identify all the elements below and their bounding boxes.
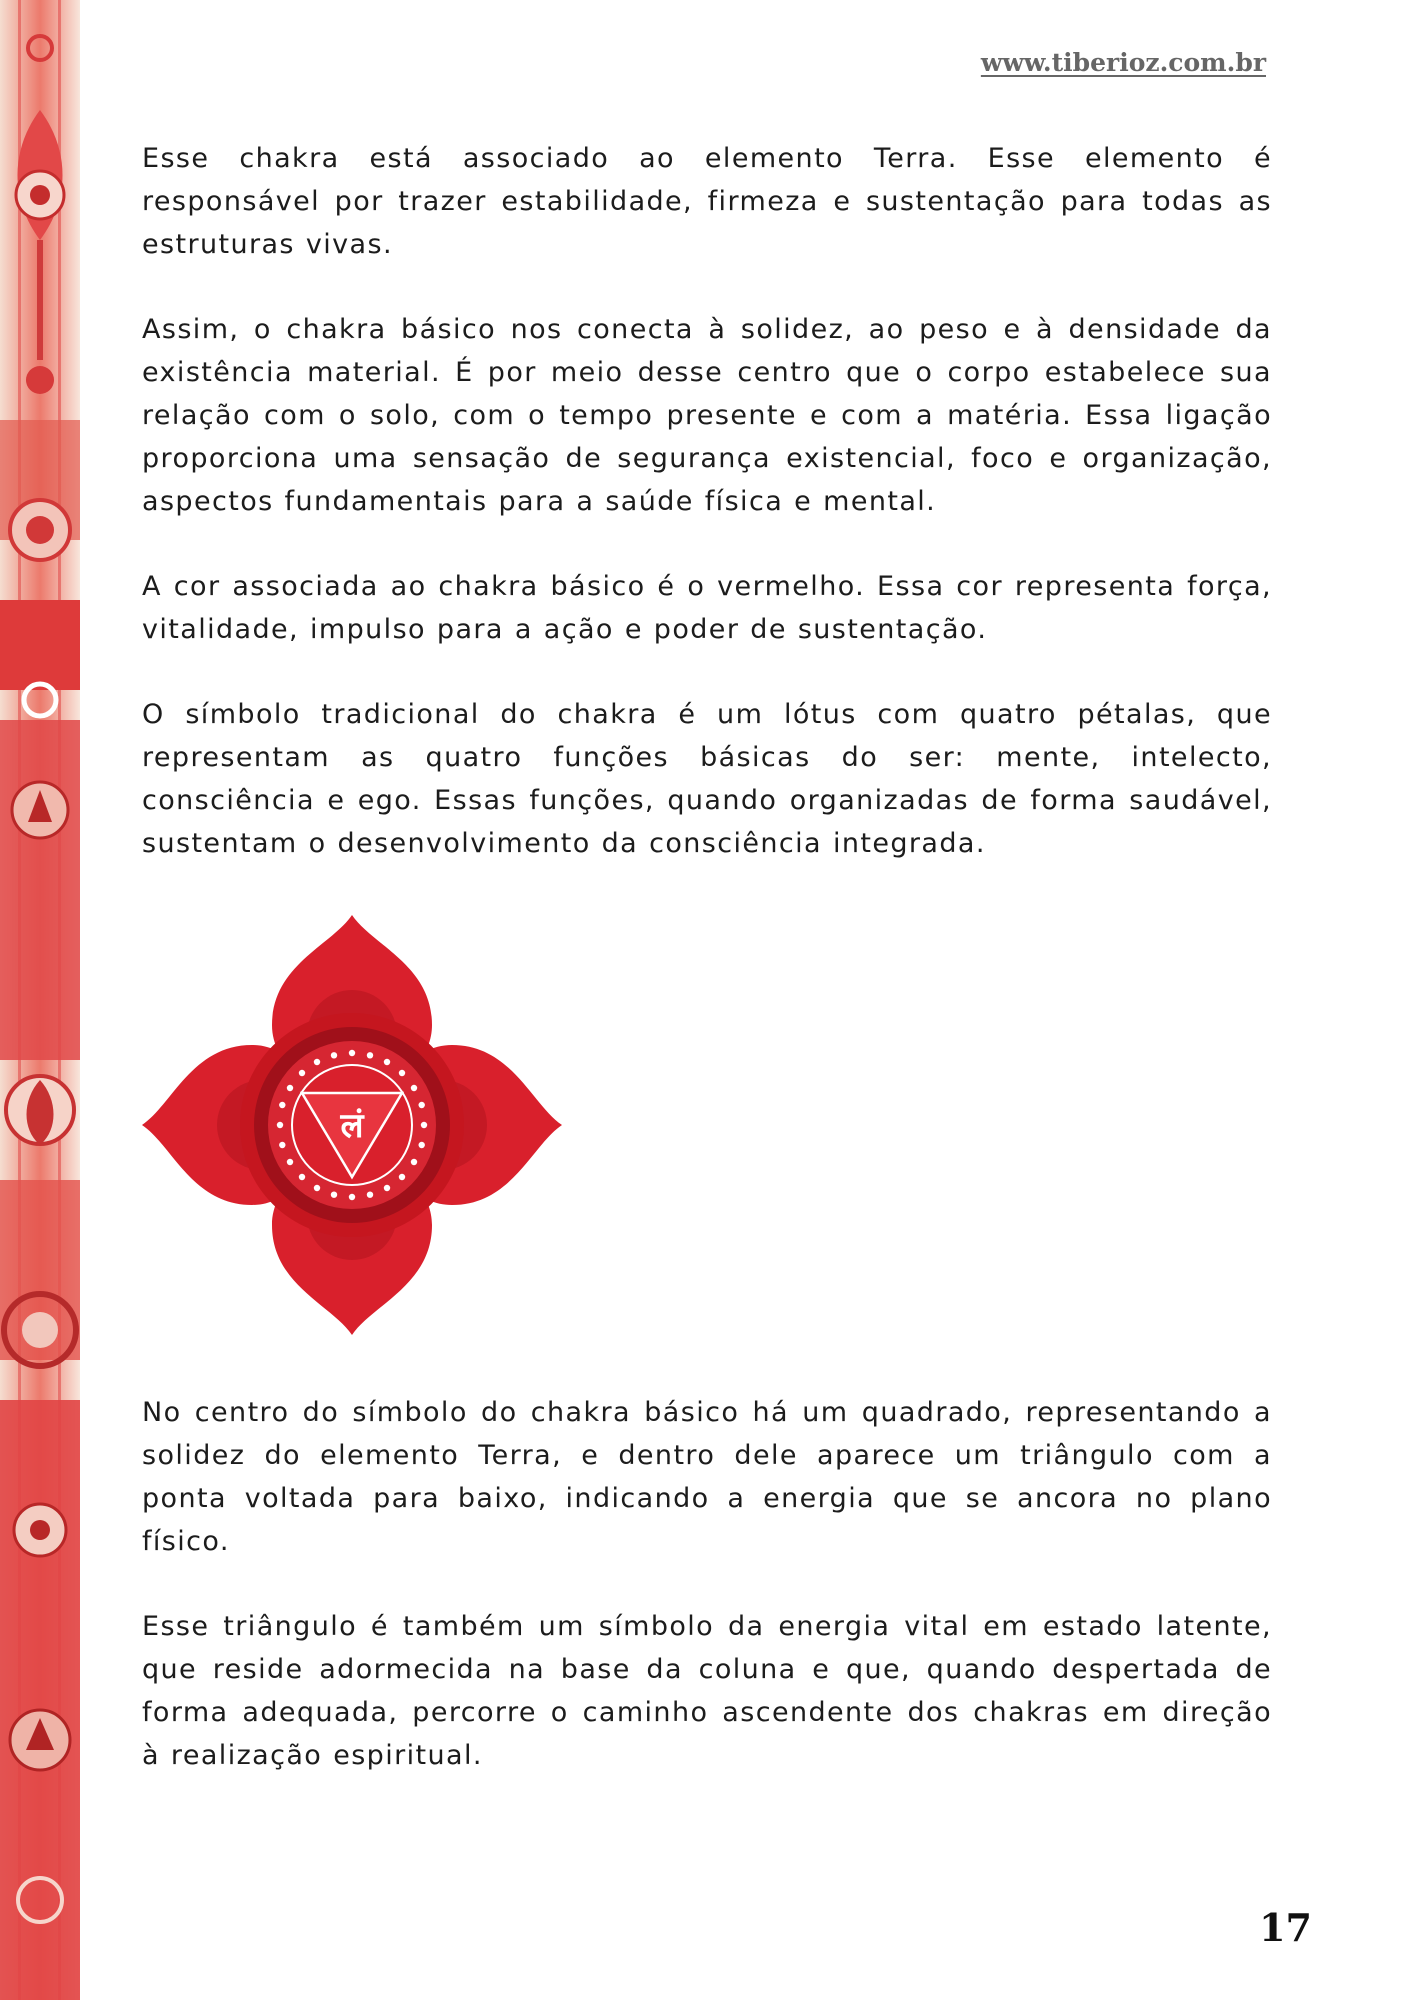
- seed-syllable: लं: [340, 1106, 364, 1146]
- root-chakra-symbol: [142, 915, 562, 1335]
- paragraph: Assim, o chakra básico nos conecta à solidez, ao peso e à densidade da existência material. É por meio desse centro que o corpo estabelece sua relação com o solo, com o tempo presente e com a matéria. Essa ligação proporciona uma sensação de segurança existencial, foco e organização, aspectos fundamentais para a saúde física e mental.: [142, 314, 1272, 517]
- lotus-symbol-icon: [142, 915, 562, 1335]
- paragraph: Esse triângulo é também um símbolo da energia vital em estado latente, que reside adormecida na base da coluna e que, quando despertada de forma adequada, percorre o caminho ascendente dos chakras em direção à realização espiritual.: [142, 1611, 1272, 1771]
- paragraph: O símbolo tradicional do chakra é um lótus com quatro pétalas, que representam as quatro funções básicas do ser: mente, intelecto, consciência e ego. Essas funções, quando organizadas de forma saudável, sustentam o desenvolvimento da consciência integrada.: [142, 699, 1272, 859]
- site-url-link[interactable]: www.tiberioz.com.br: [980, 48, 1266, 77]
- paragraph: A cor associada ao chakra básico é o vermelho. Essa cor representa força, vitalidade, impulso para a ação e poder de sustentação.: [142, 571, 1272, 645]
- paragraph: No centro do símbolo do chakra básico há um quadrado, representando a solidez do elemento Terra, e dentro dele aparece um triângulo com a ponta voltada para baixo, indicando a energia que se ancora no plano físico.: [142, 1397, 1272, 1557]
- decorative-side-strip: [0, 0, 80, 2000]
- decorative-pattern: [0, 0, 80, 2000]
- paragraph: Esse chakra está associado ao elemento Terra. Esse elemento é responsável por trazer estabilidade, firmeza e sustentação para todas as estruturas vivas.: [142, 143, 1272, 260]
- page-number: 17: [1259, 1905, 1312, 1950]
